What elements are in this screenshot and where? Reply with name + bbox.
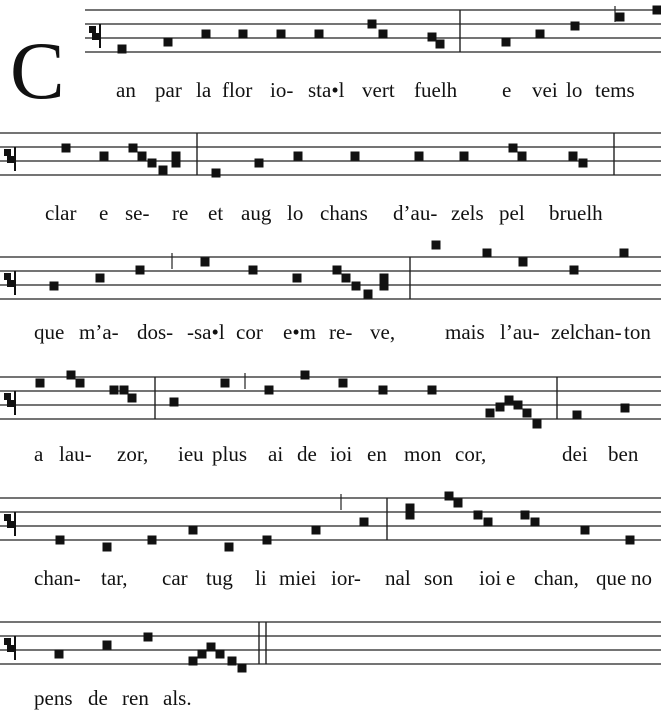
neume-note <box>333 266 342 275</box>
neume-note <box>514 401 523 410</box>
neume-note <box>189 657 198 666</box>
lyric-syllable: ton <box>624 320 651 344</box>
neume-note <box>138 152 147 161</box>
neume-note <box>521 511 530 520</box>
lyric-syllable: m’a- <box>79 320 119 344</box>
neume-note <box>518 152 527 161</box>
lyric-syllable: li <box>255 566 267 590</box>
neume-note <box>76 379 85 388</box>
lyric-syllable: re <box>172 201 189 225</box>
clef-note <box>92 33 99 40</box>
lyric-syllable: lau- <box>59 442 92 466</box>
neume-note <box>294 152 303 161</box>
lyric-syllable: tug <box>206 566 233 590</box>
neume-note <box>249 266 258 275</box>
clef-note <box>4 393 11 400</box>
neume-note <box>496 403 505 412</box>
lyric-syllable: re- <box>329 320 353 344</box>
neume-note <box>436 40 445 49</box>
neume-note <box>460 152 469 161</box>
neume-note <box>216 650 225 659</box>
clef-note <box>4 149 11 156</box>
clef-note <box>7 156 14 163</box>
lyric-syllable: e <box>99 201 109 225</box>
neume-note <box>110 386 119 395</box>
lyric-syllable: vei <box>532 78 558 102</box>
neume-note <box>118 45 127 54</box>
lyric-syllable: cor, <box>455 442 487 466</box>
lyric-syllable: que <box>596 566 627 590</box>
neume-note <box>277 30 286 39</box>
lyric-syllable: car <box>162 566 188 590</box>
neume-note <box>207 643 216 652</box>
lyric-syllable: bruelh <box>549 201 603 225</box>
neume-note <box>536 30 545 39</box>
neume-note <box>202 30 211 39</box>
clef-note <box>7 521 14 528</box>
neume-note <box>484 518 493 527</box>
lyric-syllable: zor, <box>117 442 149 466</box>
neume-note <box>312 526 321 535</box>
neume-note <box>159 166 168 175</box>
neume-note <box>351 152 360 161</box>
neume-note <box>486 409 495 418</box>
neume-note <box>255 159 264 168</box>
neume-note <box>144 633 153 642</box>
neume-note <box>428 33 437 42</box>
neume-note <box>189 526 198 535</box>
lyric-syllable: e <box>502 78 512 102</box>
neume-note <box>263 536 272 545</box>
neume-note <box>519 258 528 267</box>
neume-note <box>368 20 377 29</box>
lyric-syllable: fuelh <box>414 78 458 102</box>
neume-note <box>454 499 463 508</box>
lyric-syllable: d’au- <box>393 201 438 225</box>
neume-note <box>505 396 514 405</box>
lyric-syllable: par <box>155 78 182 102</box>
neume-note <box>128 394 137 403</box>
lyric-syllable: son <box>424 566 454 590</box>
neume-note <box>570 266 579 275</box>
lyric-syllable: dei <box>562 442 588 466</box>
neume-note <box>164 38 173 47</box>
lyric-syllable: io- <box>270 78 294 102</box>
lyric-syllable: pens <box>34 686 73 710</box>
neume-note <box>225 543 234 552</box>
neume-note <box>136 266 145 275</box>
neume-note <box>620 249 629 258</box>
clef-note <box>7 280 14 287</box>
lyric-syllable: sta•l <box>308 78 345 102</box>
neume-note <box>172 159 181 168</box>
neume-note <box>379 30 388 39</box>
neume-note <box>293 274 302 283</box>
neume-note <box>339 379 348 388</box>
lyric-syllable: chans <box>320 201 368 225</box>
neume-note <box>406 511 415 520</box>
neume-note <box>36 379 45 388</box>
neume-note <box>379 386 388 395</box>
lyric-syllable: mon <box>404 442 442 466</box>
lyric-syllable: miei <box>279 566 317 590</box>
lyric-syllable: pel <box>499 201 525 225</box>
neume-note <box>170 398 179 407</box>
neume-note <box>103 543 112 552</box>
lyric-syllable: tar, <box>101 566 128 590</box>
neume-note <box>533 420 542 429</box>
neume-note <box>616 13 625 22</box>
lyric-syllable: zel <box>551 320 576 344</box>
initial-letter: C <box>10 25 65 116</box>
neume-note <box>342 274 351 283</box>
neume-note <box>502 38 511 47</box>
neume-note <box>228 657 237 666</box>
lyric-syllable: e <box>506 566 516 590</box>
neume-note <box>571 22 580 31</box>
neume-note <box>301 371 310 380</box>
lyric-syllable: vert <box>362 78 395 102</box>
lyric-syllable: se- <box>125 201 150 225</box>
neume-note <box>483 249 492 258</box>
lyric-syllable: an <box>116 78 136 102</box>
clef-note <box>4 638 11 645</box>
neume-note <box>148 536 157 545</box>
neume-note <box>380 274 389 283</box>
clef-note <box>4 273 11 280</box>
neume-note <box>103 641 112 650</box>
neume-note <box>129 144 138 153</box>
neume-note <box>50 282 59 291</box>
lyric-syllable: mais <box>445 320 485 344</box>
neume-note <box>239 30 248 39</box>
lyric-syllable: lo <box>566 78 583 102</box>
neume-note <box>573 411 582 420</box>
neume-note <box>360 518 369 527</box>
neume-note <box>62 144 71 153</box>
clef-note <box>89 26 96 33</box>
lyric-syllable: e•m <box>283 320 317 344</box>
lyric-syllable: plus <box>212 442 248 466</box>
neume-note <box>55 650 64 659</box>
neume-note <box>474 511 483 520</box>
neume-note <box>432 241 441 250</box>
neume-note <box>579 159 588 168</box>
lyric-syllable: ben <box>608 442 639 466</box>
lyric-syllable: que <box>34 320 65 344</box>
neume-note <box>509 144 518 153</box>
neume-note <box>212 169 221 178</box>
lyric-syllable: cor <box>236 320 263 344</box>
lyric-syllable: chan- <box>34 566 81 590</box>
neume-note <box>120 386 129 395</box>
neume-note <box>238 664 247 673</box>
lyric-syllable: als. <box>163 686 192 710</box>
lyric-syllable: de <box>88 686 108 710</box>
lyric-syllable: chan, <box>534 566 579 590</box>
lyric-syllable: et <box>208 201 224 225</box>
neume-note <box>428 386 437 395</box>
lyric-syllable: a <box>34 442 44 466</box>
neume-note <box>67 371 76 380</box>
lyric-syllable: ren <box>122 686 149 710</box>
neume-note <box>265 386 274 395</box>
lyric-syllable: de <box>297 442 317 466</box>
neume-note <box>56 536 65 545</box>
neume-note <box>380 282 389 291</box>
clef-note <box>7 645 14 652</box>
neume-note <box>523 409 532 418</box>
neume-note <box>201 258 210 267</box>
lyric-syllable: ieu <box>178 442 204 466</box>
neume-note <box>364 290 373 299</box>
neume-note <box>352 282 361 291</box>
neume-note <box>445 492 454 501</box>
neume-note <box>653 6 661 15</box>
clef-note <box>4 514 11 521</box>
lyric-syllable: en <box>367 442 387 466</box>
lyric-syllable: flor <box>222 78 253 102</box>
lyric-syllable: l’au- <box>500 320 540 344</box>
lyric-syllable: no <box>631 566 652 590</box>
lyric-syllable: tems <box>595 78 635 102</box>
lyric-syllable: dos- <box>137 320 174 344</box>
lyric-syllable: ve, <box>370 320 396 344</box>
lyric-syllable: ai <box>268 442 284 466</box>
neume-note <box>148 159 157 168</box>
neume-note <box>531 518 540 527</box>
neume-note <box>581 526 590 535</box>
clef-note <box>7 400 14 407</box>
neume-note <box>100 152 109 161</box>
lyric-syllable: ioi <box>330 442 353 466</box>
lyric-syllable: chan- <box>575 320 622 344</box>
lyric-syllable: lo <box>287 201 304 225</box>
neume-note <box>569 152 578 161</box>
neume-note <box>315 30 324 39</box>
neume-note <box>415 152 424 161</box>
lyric-syllable: nal <box>385 566 411 590</box>
lyric-syllable: zels <box>451 201 484 225</box>
lyric-syllable: clar <box>45 201 77 225</box>
neume-note <box>198 650 207 659</box>
neume-note <box>96 274 105 283</box>
lyric-syllable: la <box>196 78 212 102</box>
lyric-syllable: -sa•l <box>187 320 225 344</box>
neume-note <box>626 536 635 545</box>
lyric-syllable: ior- <box>331 566 361 590</box>
neume-note <box>621 404 630 413</box>
neume-note <box>221 379 230 388</box>
lyric-syllable: aug <box>241 201 272 225</box>
lyric-syllable: ioi <box>479 566 502 590</box>
